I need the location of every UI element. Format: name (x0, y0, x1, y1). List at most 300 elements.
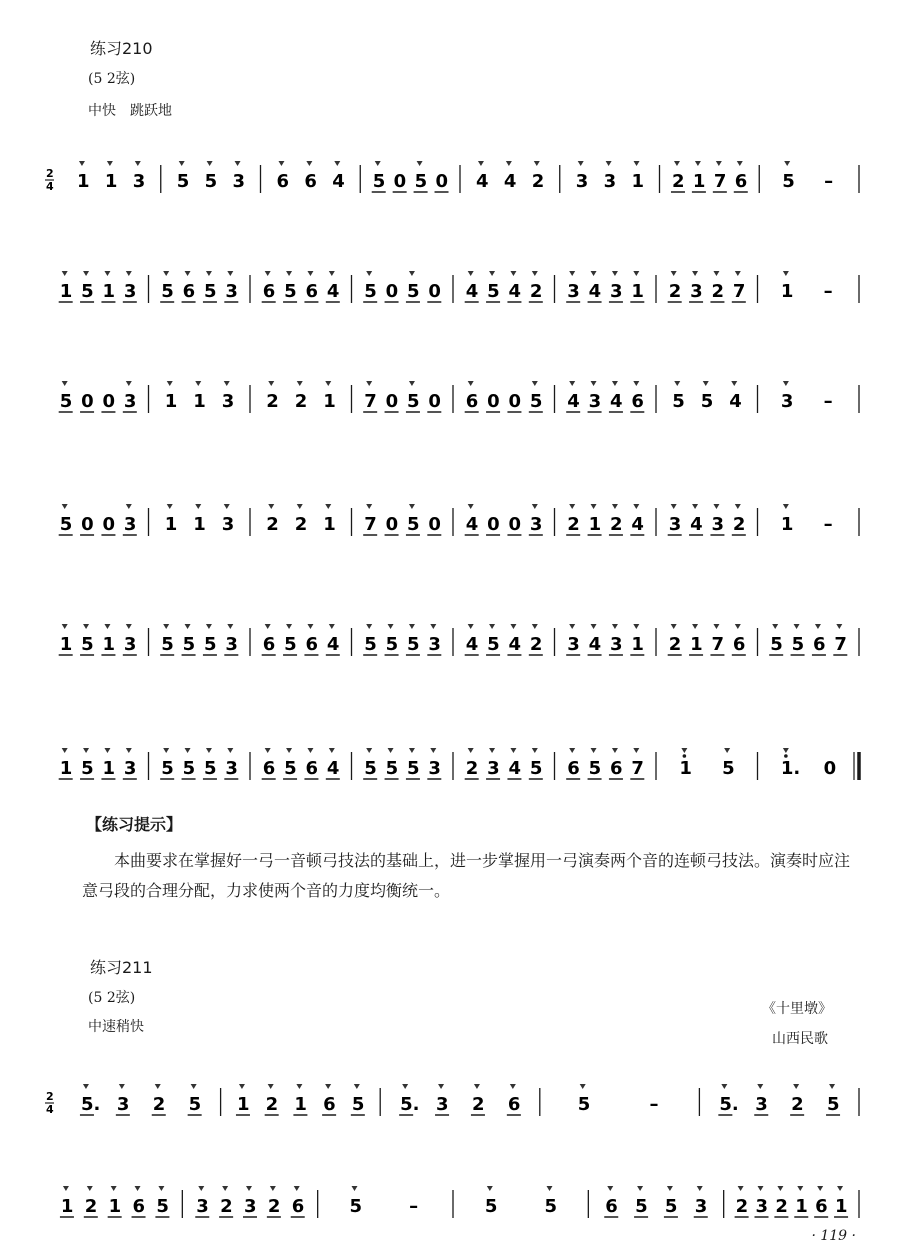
bow-mark (366, 381, 372, 386)
note: 5 (722, 758, 735, 779)
bow-mark (468, 624, 474, 629)
note: 2 (471, 1094, 485, 1115)
measure (781, 381, 859, 413)
note: 2 (267, 1196, 281, 1217)
note: 6 (132, 1196, 146, 1217)
note: 5 (284, 758, 297, 779)
note: 5 (544, 1196, 558, 1217)
bow-mark (265, 624, 271, 629)
note: 7 (631, 758, 644, 779)
note: 1 (104, 171, 118, 192)
note: 3 (123, 281, 137, 302)
measure (160, 624, 250, 656)
bow-mark (478, 161, 484, 166)
bow-mark (185, 748, 191, 753)
note: 5 (81, 634, 94, 655)
note: 5 (81, 281, 94, 302)
bow-mark (783, 381, 789, 386)
note: 5. (400, 1094, 420, 1115)
staff-211-1 (42, 1058, 860, 1138)
bow-mark (63, 1186, 69, 1191)
measure (195, 1186, 317, 1218)
note: 7 (711, 634, 724, 655)
note: 0 (81, 514, 94, 535)
bow-mark (510, 624, 516, 629)
note: 5 (284, 281, 297, 302)
note: 6 (323, 1094, 336, 1115)
measure (236, 1084, 380, 1116)
note: 5 (406, 634, 420, 655)
bow-mark (375, 161, 381, 166)
bow-mark (671, 271, 677, 276)
note: 6 (262, 281, 276, 302)
staff-210-6 (42, 722, 860, 802)
bow-mark (286, 748, 292, 753)
high-octave-dot (784, 754, 788, 758)
note: 1 (193, 391, 206, 412)
bow-mark (325, 504, 331, 509)
bow-mark (569, 271, 575, 276)
bow-mark (135, 161, 141, 166)
note: 5 (529, 391, 543, 412)
measure (262, 748, 352, 780)
note: – (823, 281, 833, 302)
measure (59, 271, 149, 303)
note: 5 (182, 634, 196, 655)
measure (262, 271, 352, 303)
bow-mark (783, 271, 789, 276)
measure (781, 271, 859, 303)
note: 3 (755, 1196, 769, 1217)
note: 5 (385, 634, 399, 655)
measure (465, 748, 555, 780)
measure (566, 624, 656, 656)
measure (165, 381, 250, 413)
measure (671, 161, 759, 193)
note: 3 (196, 1196, 209, 1217)
staff-210-1 (42, 135, 860, 215)
bow-mark (354, 1084, 360, 1089)
note: 0 (487, 514, 500, 535)
note: 3 (690, 281, 703, 302)
note: 5 (161, 281, 174, 302)
measure (604, 1186, 723, 1218)
measure (363, 271, 453, 303)
note: 3 (567, 281, 580, 302)
bow-mark (606, 161, 612, 166)
note: 1 (780, 281, 794, 302)
bow-mark (695, 161, 701, 166)
exercise-211-tempo: 中速稍快 (88, 1019, 144, 1035)
bow-mark (757, 1084, 763, 1089)
note: 7 (364, 514, 377, 535)
tips-text: 本曲要求在掌握好一弓一音顿弓技法的基础上，进一步掌握用一弓演奏两个音的连顿弓技法。演奏时应注意弓段的合理分配，力求使两个音的力度均衡统一。 (82, 851, 851, 900)
bow-mark (265, 271, 271, 276)
measure (399, 1084, 540, 1116)
measure (266, 504, 351, 536)
note: 0 (508, 514, 521, 535)
bow-mark (206, 748, 212, 753)
bow-mark (207, 161, 213, 166)
bow-mark (671, 504, 677, 509)
note: 3 (609, 634, 623, 655)
bow-mark (612, 271, 618, 276)
note: 5 (791, 634, 805, 655)
note: 4 (588, 281, 602, 302)
note: 5 (156, 1196, 169, 1217)
bow-mark (126, 504, 132, 509)
bow-mark (489, 271, 495, 276)
note: 1 (60, 1196, 74, 1217)
note: 1 (164, 514, 178, 535)
note: 1 (294, 1094, 307, 1115)
exercise-210-title: 练习210 (90, 39, 153, 58)
bow-mark (119, 1084, 125, 1089)
bow-mark (532, 624, 538, 629)
bow-mark (671, 624, 677, 629)
note: 1 (323, 391, 336, 412)
bow-mark (286, 624, 292, 629)
bow-mark (294, 1186, 300, 1191)
note: 1 (631, 281, 644, 302)
note: 2 (735, 1196, 749, 1217)
bow-mark (580, 1084, 586, 1089)
bow-mark (296, 1084, 302, 1089)
note: 5 (406, 758, 420, 779)
note: 4 (465, 634, 479, 655)
note: 3 (132, 171, 146, 192)
note: – (823, 514, 833, 535)
bow-mark (155, 1084, 161, 1089)
staff-210-3 (42, 355, 860, 435)
note: 5 (176, 171, 190, 192)
note: 0 (385, 391, 399, 412)
bow-mark (430, 748, 436, 753)
bow-mark (697, 1186, 703, 1191)
note: 5 (700, 391, 714, 412)
bow-mark (224, 381, 230, 386)
note: 2 (152, 1094, 166, 1115)
note: 7 (713, 171, 727, 192)
note: 1 (780, 514, 794, 535)
bow-mark (468, 271, 474, 276)
note: 2 (609, 514, 623, 535)
bow-mark (268, 381, 274, 386)
note: 1 (795, 1196, 808, 1217)
bow-mark (777, 1186, 783, 1191)
note: 3 (588, 391, 602, 412)
note: – (409, 1196, 419, 1217)
note: 5 (487, 634, 500, 655)
note: 1 (164, 391, 178, 412)
note: 0 (487, 391, 500, 412)
measure (566, 271, 656, 303)
bow-mark (438, 1084, 444, 1089)
bow-mark (195, 504, 201, 509)
note: 2 (567, 514, 580, 535)
note: 1 (102, 758, 115, 779)
bow-mark (681, 748, 687, 753)
bow-mark (227, 624, 233, 629)
bow-mark (731, 381, 737, 386)
note: 4 (503, 171, 517, 192)
bow-mark (417, 161, 423, 166)
bow-mark (532, 381, 538, 386)
note: 2 (84, 1196, 98, 1217)
note: 5 (406, 514, 420, 535)
note: 4 (690, 514, 703, 535)
bow-mark (489, 624, 495, 629)
measure (77, 161, 161, 193)
bow-mark (547, 1186, 553, 1191)
note: 5 (364, 281, 377, 302)
bow-mark (637, 1186, 643, 1191)
note: 2 (529, 634, 543, 655)
bow-mark (815, 624, 821, 629)
note: 5 (59, 514, 73, 535)
note: 4 (609, 391, 623, 412)
note: 1 (323, 514, 336, 535)
note: 5 (364, 758, 377, 779)
measure (781, 748, 859, 780)
bow-mark (268, 504, 274, 509)
exercise-210-strings: (5 2弦) (88, 71, 136, 87)
measure (668, 624, 758, 656)
bow-mark (430, 624, 436, 629)
bow-mark (307, 624, 313, 629)
bow-mark (167, 381, 173, 386)
note: 3 (780, 391, 794, 412)
note: 5 (406, 281, 420, 302)
measure (59, 624, 149, 656)
note: 3 (428, 758, 441, 779)
bow-mark (487, 1186, 493, 1191)
measure (476, 161, 560, 193)
note: 3 (529, 514, 543, 535)
note: 0 (81, 391, 94, 412)
measure (668, 271, 758, 303)
note: 2 (220, 1196, 233, 1217)
note: 5 (484, 1196, 498, 1217)
note: 7 (834, 634, 847, 655)
note: 3 (428, 634, 441, 655)
measure (668, 504, 758, 536)
bow-mark (510, 271, 516, 276)
bow-mark (738, 1186, 744, 1191)
bow-mark (198, 1186, 204, 1191)
bow-mark (409, 381, 415, 386)
measure (59, 504, 149, 536)
note: – (823, 391, 833, 412)
bow-mark (532, 748, 538, 753)
note: 1 (835, 1196, 848, 1217)
note: 6 (605, 1196, 618, 1217)
bow-mark (692, 271, 698, 276)
measure (465, 381, 555, 413)
note: 5 (351, 1094, 365, 1115)
note: 5 (203, 758, 217, 779)
measure (578, 1084, 700, 1116)
note: 4 (508, 634, 521, 655)
bow-mark (591, 381, 597, 386)
note: 4 (508, 281, 521, 302)
bow-mark (569, 504, 575, 509)
staff-210-4 (42, 478, 860, 558)
note: 6 (631, 391, 644, 412)
bow-mark (532, 271, 538, 276)
measure (262, 624, 352, 656)
note: 5 (182, 758, 196, 779)
bow-mark (222, 1186, 228, 1191)
bow-mark (191, 1084, 197, 1089)
note: 3 (668, 514, 682, 535)
note: 4 (567, 391, 580, 412)
measure (59, 748, 149, 780)
note: 5 (577, 1094, 591, 1115)
measure (372, 161, 460, 193)
bow-mark (402, 1084, 408, 1089)
note: 2 (266, 514, 279, 535)
note: 4 (508, 758, 521, 779)
note: 3 (694, 1196, 708, 1217)
note: 2 (791, 1094, 804, 1115)
exercise-211-title: 练习211 (90, 958, 153, 977)
note: 5 (204, 171, 218, 192)
note: 2 (531, 171, 545, 192)
note: 4 (465, 514, 479, 535)
note: 5 (372, 171, 386, 192)
bow-mark (83, 624, 89, 629)
measure (465, 271, 555, 303)
bow-mark (612, 748, 618, 753)
note: 4 (326, 281, 340, 302)
note: 2 (294, 391, 308, 412)
note: 6 (262, 634, 276, 655)
bow-mark (724, 748, 730, 753)
bow-mark (716, 161, 722, 166)
bow-mark (612, 504, 618, 509)
measure (160, 271, 250, 303)
measure (679, 748, 757, 780)
note: 4 (326, 758, 340, 779)
note: 3 (123, 634, 137, 655)
note: 5 (364, 634, 377, 655)
bow-mark (817, 1186, 823, 1191)
bow-mark (83, 748, 89, 753)
bow-mark (325, 1084, 331, 1089)
note: 0 (393, 171, 407, 192)
time-signature-bottom: 4 (46, 180, 54, 193)
note: 5 (203, 634, 217, 655)
bow-mark (713, 504, 719, 509)
note: 2 (668, 281, 682, 302)
bow-mark (227, 748, 233, 753)
bow-mark (366, 504, 372, 509)
bow-mark (111, 1186, 117, 1191)
bow-mark (87, 1186, 93, 1191)
note: 3 (123, 514, 137, 535)
staff-211-2 (42, 1160, 860, 1240)
note: 2 (668, 634, 682, 655)
bow-mark (366, 624, 372, 629)
note: 6 (304, 171, 317, 192)
bow-mark (329, 748, 335, 753)
exercise-211-strings: (5 2弦) (88, 990, 136, 1006)
note: 2 (732, 514, 746, 535)
bow-mark (195, 381, 201, 386)
bow-mark (268, 1084, 274, 1089)
note: 6 (732, 634, 746, 655)
measure (363, 504, 453, 536)
note: 6 (567, 758, 580, 779)
measure (566, 748, 656, 780)
measure (177, 161, 261, 193)
note: 3 (609, 281, 623, 302)
note: 5 (664, 1196, 678, 1217)
bow-mark (534, 161, 540, 166)
note: 3 (711, 514, 724, 535)
bow-mark (329, 271, 335, 276)
bow-mark (591, 271, 597, 276)
note: 5 (529, 758, 543, 779)
measure (465, 504, 555, 536)
measure (160, 748, 250, 780)
bow-mark (578, 161, 584, 166)
note: 2 (529, 281, 543, 302)
note: 0 (508, 391, 521, 412)
bow-mark (62, 624, 68, 629)
note: 2 (671, 171, 685, 192)
bow-mark (692, 504, 698, 509)
measure (465, 624, 555, 656)
note: 5 (59, 391, 73, 412)
note: 0 (823, 758, 837, 779)
note: 6 (609, 758, 623, 779)
note: 1. (780, 758, 801, 779)
note: – (649, 1094, 659, 1115)
bow-mark (179, 161, 185, 166)
note: 3 (123, 758, 137, 779)
measure (718, 1084, 859, 1116)
bow-mark (246, 1186, 252, 1191)
note: 5 (188, 1094, 202, 1115)
note: 5 (161, 634, 174, 655)
measure (363, 381, 453, 413)
note: 5 (385, 758, 399, 779)
bow-mark (307, 748, 313, 753)
bow-mark (104, 748, 110, 753)
bow-mark (206, 624, 212, 629)
note: 6 (507, 1094, 521, 1115)
bow-mark (633, 748, 639, 753)
note: 3 (221, 514, 235, 535)
bow-mark (306, 161, 312, 166)
measure (566, 381, 656, 413)
measure (363, 624, 453, 656)
note: 6 (305, 634, 318, 655)
note: 3 (575, 171, 589, 192)
bow-mark (633, 624, 639, 629)
bow-mark (126, 748, 132, 753)
bow-mark (366, 748, 372, 753)
bow-mark (489, 748, 495, 753)
tips-heading: 【练习提示】 (86, 815, 183, 834)
time-signature-top: 2 (46, 167, 54, 180)
bow-mark (126, 624, 132, 629)
bow-mark (829, 1084, 835, 1089)
note: 5 (406, 391, 420, 412)
note: 1 (59, 281, 73, 302)
